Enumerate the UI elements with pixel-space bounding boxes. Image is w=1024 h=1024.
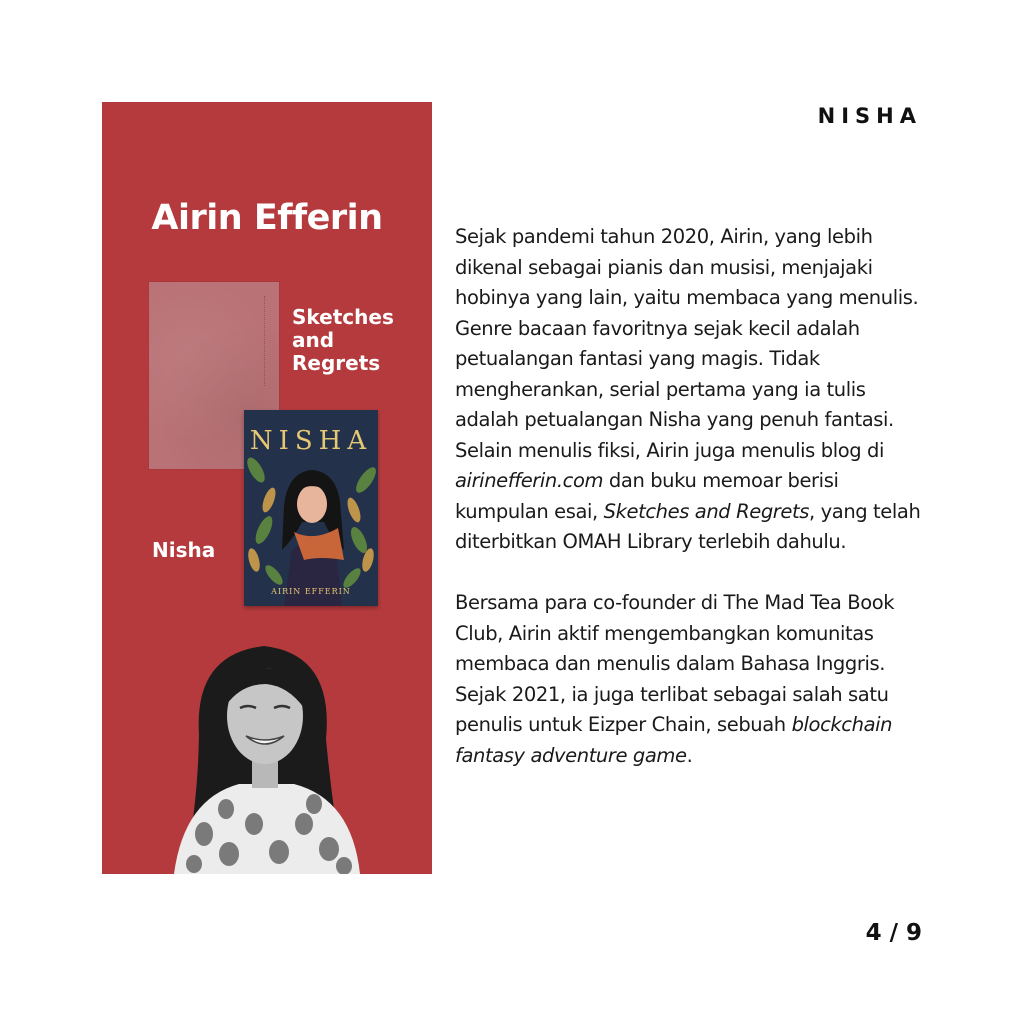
game-description-italic: blockchain fantasy adventure game <box>455 713 893 767</box>
author-photo <box>154 624 374 874</box>
paragraph-2-text-b: . <box>686 743 693 767</box>
paragraph-1-text-c: , yang telah diterbitkan OMAH Library terlebih dahulu. <box>455 499 921 553</box>
blog-url[interactable]: airinefferin.com <box>455 469 604 492</box>
page-number: 4 / 9 <box>865 920 922 946</box>
cover-decoration <box>264 296 269 386</box>
author-name: Airin Efferin <box>151 198 383 238</box>
book2-cover-title: NISHA <box>249 426 373 456</box>
paragraph-1-text-a: Sejak pandemi tahun 2020, Airin, yang lebih dikenal sebagai pianis dan musisi, menjajaki hobinya yang lain, yaitu membaca yang menulis. Genre bacaan favoritnya sejak kecil adalah petualangan fantasi yang magis. Tidak mengherankan, serial pertama yang ia tulis adalah petualangan Nisha yang penuh fantasi. Selain menulis fiksi, Airin juga menulis blog di <box>455 225 919 462</box>
book2-cover-author: AIRIN EFFERIN <box>271 587 351 596</box>
book-cover-nisha <box>244 410 378 606</box>
paragraph-2 <box>455 588 930 771</box>
author-panel <box>102 102 432 874</box>
paragraph-1 <box>455 222 930 558</box>
page-heading: NISHA <box>817 104 922 128</box>
book-title-italic: Sketches and Regrets <box>603 499 810 523</box>
book2-label: Nisha <box>152 538 216 562</box>
paragraph-2-text-a: Bersama para co-founder di The Mad Tea Book Club, Airin aktif mengembangkan komunitas membaca dan menulis dalam Bahasa Inggris. Sejak 2021, ia juga terlibat sebagai salah satu penulis untuk Eizper Chain, sebuah <box>455 591 895 736</box>
article-body <box>455 222 930 771</box>
book1-title: Sketches and Regrets <box>292 305 394 375</box>
paragraph-1-text-b: dan buku memoar berisi kumpulan esai, <box>455 469 839 523</box>
